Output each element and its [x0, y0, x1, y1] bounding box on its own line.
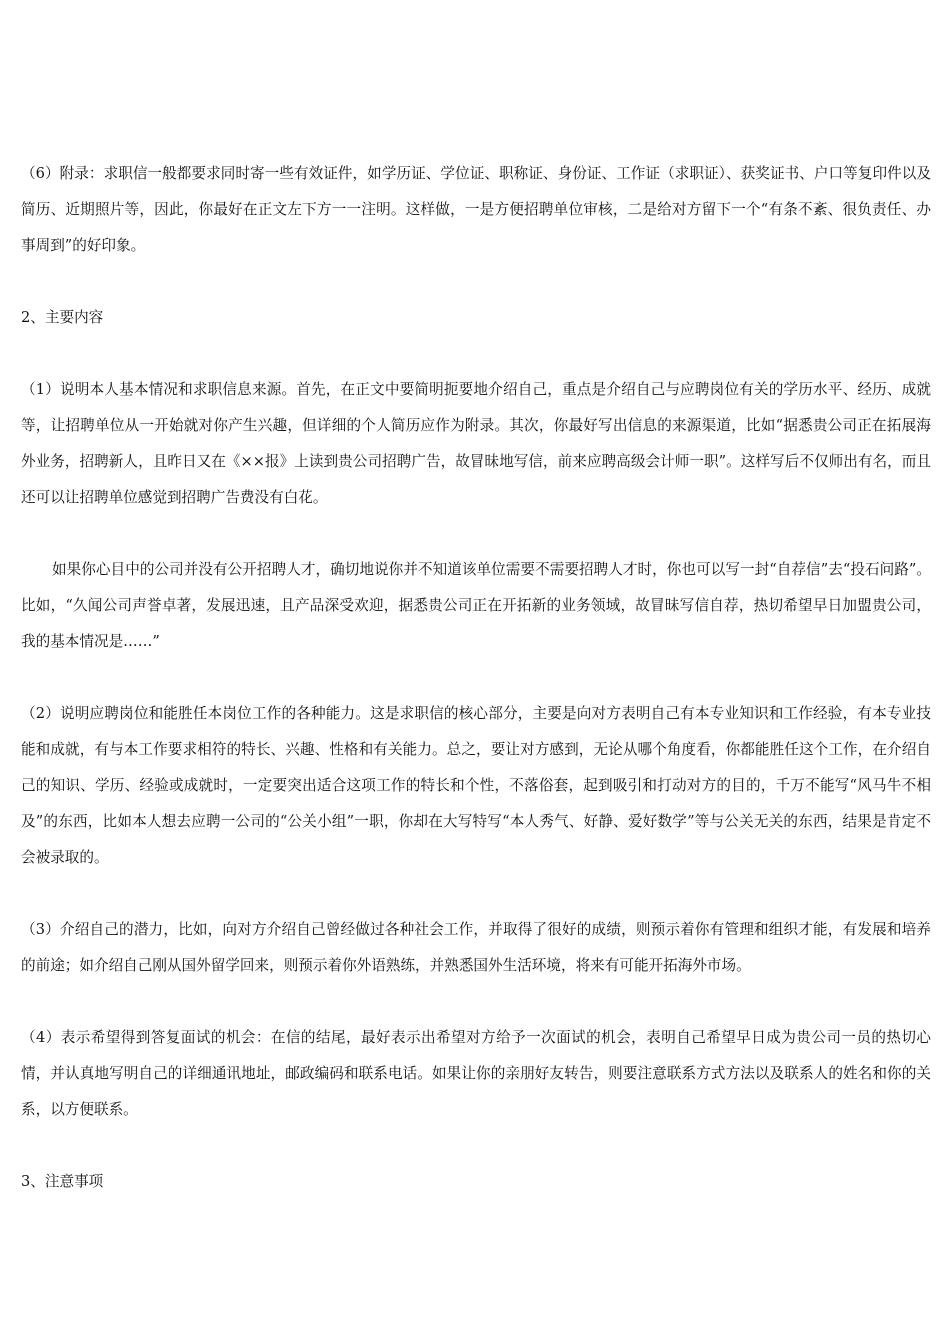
heading-notes: 3、注意事项 — [21, 1173, 104, 1190]
paragraph-item-1-extra: 如果你心目中的公司并没有公开招聘人才，确切地说你并不知道该单位需要不需要招聘人才时，你也可以写一封“自荐信”去“投石问路”。比如，“久闻公司声誉卓著，发展迅速，且产品深受欢迎，据悉贵公司正在开拓新的业务领域，故冒昧写信自荐，热切希望早日加盟贵公司，我的基本情况是……” — [21, 561, 931, 650]
paragraph-item-3: （3）介绍自己的潜力，比如，向对方介绍自己曾经做过各种社会工作，并取得了很好的成绩，则预示着你有管理和组织才能，有发展和培养的前途；如介绍自己刚从国外留学回来，则预示着你外语熟练，并熟悉国外生活环境，将来有可能开拓海外市场。 — [21, 921, 931, 974]
paragraph-item-2: （2）说明应聘岗位和能胜任本岗位工作的各种能力。这是求职信的核心部分，主要是向对方表明自己有本专业知识和工作经验，有本专业技能和成就，有与本工作要求相符的特长、兴趣、性格和有关能力。总之，要让对方感到，无论从哪个角度看，你都能胜任这个工作，在介绍自己的知识、学历、经验或成就时，一定要突出适合这项工作的特长和个性，不落俗套，起到吸引和打动对方的目的，千万不能写“风马牛不相及”的东西，比如本人想去应聘一公司的“公关小组”一职，你却在大写特写“本人秀气、好静、爱好数学”等与公关无关的东西，结果是肯定不会被录取的。 — [21, 705, 931, 866]
paragraph-item-4: （4）表示希望得到答复面试的机会：在信的结尾，最好表示出希望对方给予一次面试的机会，表明自己希望早日成为贵公司一员的热切心情，并认真地写明自己的详细通讯地址，邮政编码和联系电话。如果让你的亲朋好友转告，则要注意联系方式方法以及联系人的姓名和你的关系，以方便联系。 — [21, 1029, 931, 1118]
paragraph-appendix: （6）附录：求职信一般都要求同时寄一些有效证件，如学历证、学位证、职称证、身份证、工作证（求职证）、获奖证书、户口等复印件以及简历、近期照片等，因此，你最好在正文左下方一一注明。这样做，一是方便招聘单位审核，二是给对方留下一个“有条不紊、很负责任、办事周到”的好印象。 — [21, 165, 931, 254]
heading-main-content: 2、主要内容 — [21, 309, 104, 326]
paragraph-item-1: （1）说明本人基本情况和求职信息来源。首先，在正文中要简明扼要地介绍自己，重点是介绍自己与应聘岗位有关的学历水平、经历、成就等，让招聘单位从一开始就对你产生兴趣，但详细的个人简历应作为附录。其次，你最好写出信息的来源渠道，比如“据悉贵公司正在拓展海外业务，招聘新人，且昨日又在《××报》上读到贵公司招聘广告，故冒昧地写信，前来应聘高级会计师一职”。这样写后不仅师出有名，而且还可以让招聘单位感觉到招聘广告费没有白花。 — [21, 381, 931, 506]
